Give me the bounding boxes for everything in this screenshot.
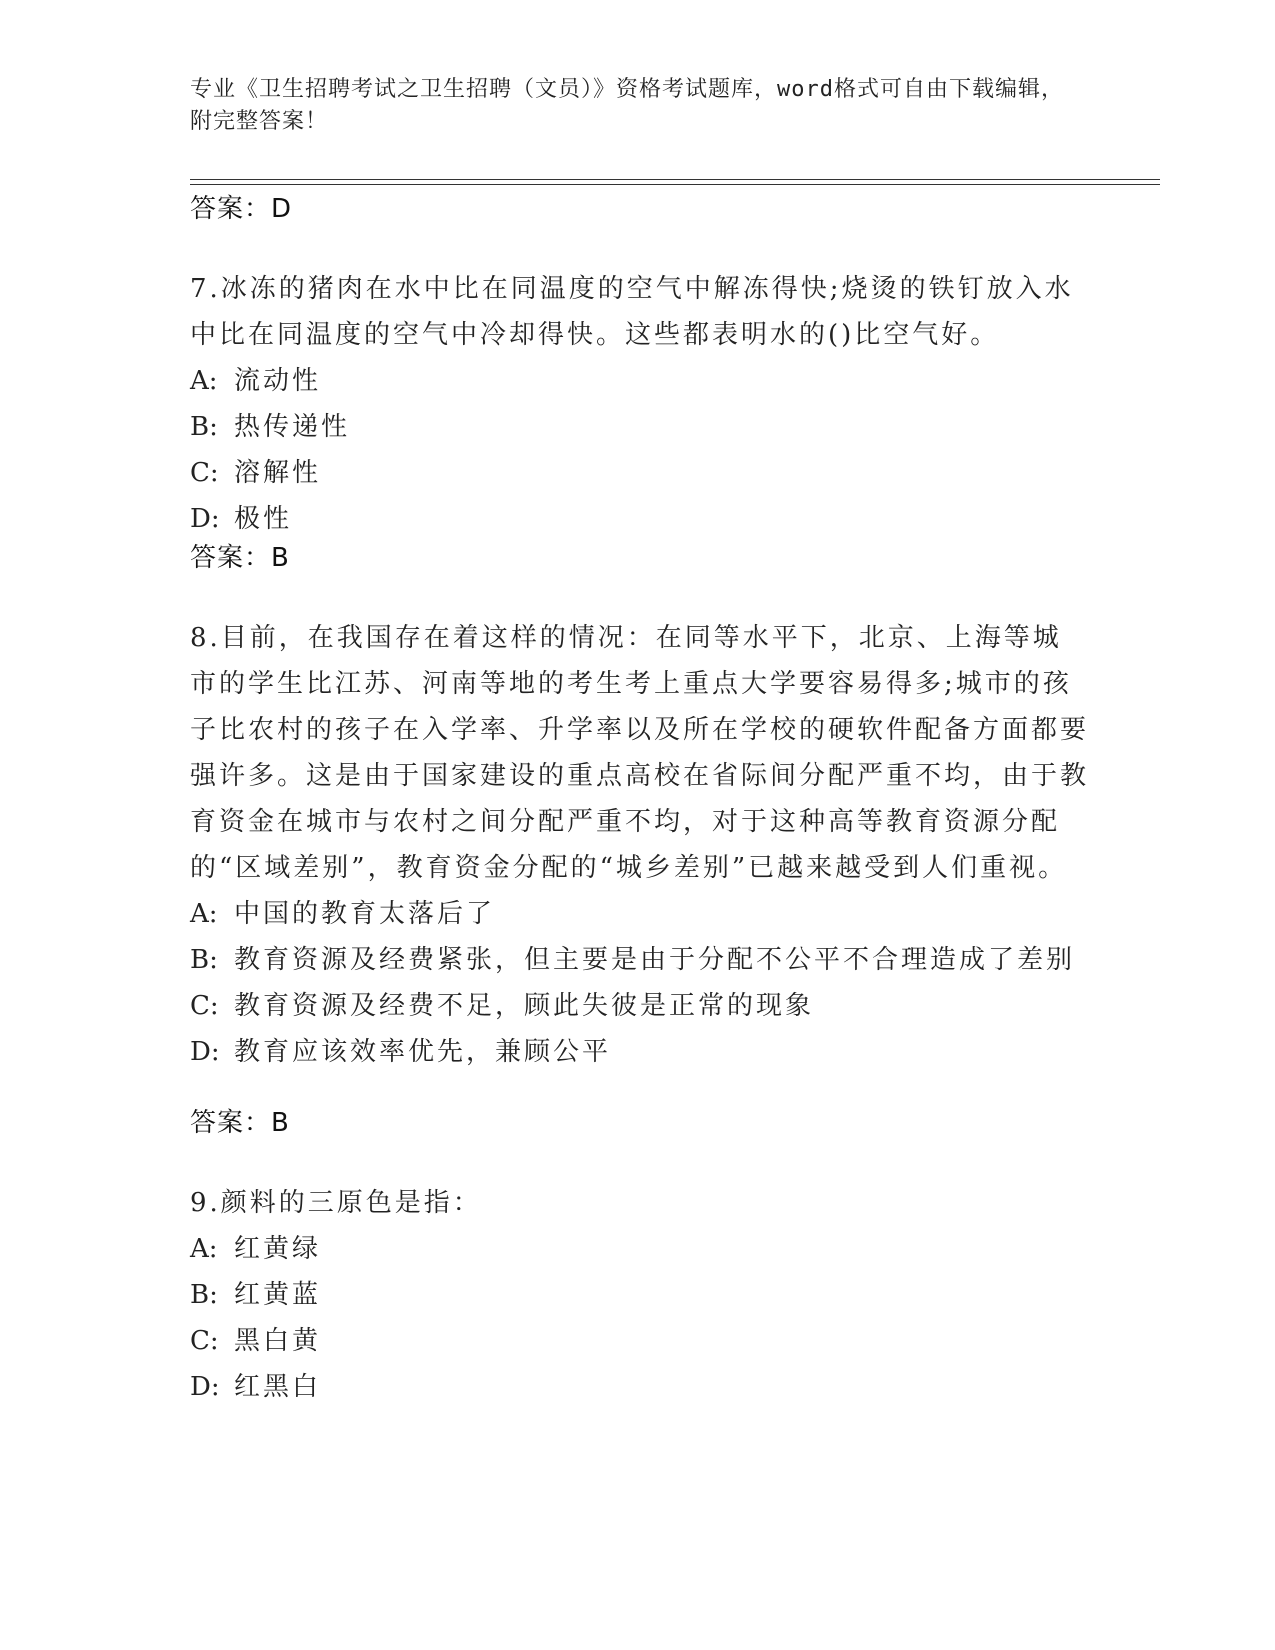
option-b (190, 1272, 1090, 1318)
option-key: A: (190, 1234, 218, 1264)
option-key: A: (190, 899, 218, 929)
option-text: 红黄绿 (234, 1234, 322, 1264)
option-key: A: (190, 366, 218, 396)
option-key: B: (190, 412, 218, 442)
option-text: 教育资源及经费不足，顾此失彼是正常的现象 (234, 991, 815, 1021)
option-key: C: (190, 991, 219, 1021)
header-divider-bottom (190, 184, 1160, 185)
document-header: 专业《卫生招聘考试之卫生招聘（文员）》资格考试题库，word格式可自由下载编辑，附完整答案！ (190, 77, 1064, 134)
question-7 (190, 266, 1090, 542)
option-key: B: (190, 945, 218, 975)
option-c (190, 1318, 1090, 1364)
option-b (190, 404, 1090, 450)
option-text: 中国的教育太落后了 (234, 899, 496, 929)
answer-8: 答案：B (190, 1108, 290, 1138)
option-key: C: (190, 458, 219, 488)
question-stem: 9.颜料的三原色是指： (190, 1188, 482, 1218)
question-stem: 8.目前，在我国存在着这样的情况：在同等水平下，北京、上海等城市的学生比江苏、河南等地的考生考上重点大学要容易得多;城市的孩子比农村的孩子在入学率、升学率以及所在学校的硬软件配备方面都要强许多。这是由于国家建设的重点高校在省际间分配严重不均，由于教育资金在城市与农村之间分配严重不均，对于这种高等教育资源分配的“区域差别”，教育资金分配的“城乡差别”已越来越受到人们重视。 (190, 623, 1090, 883)
option-a (190, 1226, 1090, 1272)
question-9 (190, 1180, 1090, 1410)
option-text: 黑白黄 (234, 1326, 322, 1356)
option-text: 溶解性 (234, 458, 322, 488)
option-text: 红黑白 (234, 1372, 322, 1402)
option-text: 教育资源及经费紧张，但主要是由于分配不公平不合理造成了差别 (234, 945, 1076, 975)
option-key: B: (190, 1280, 218, 1310)
answer-previous: 答案：D (190, 194, 293, 224)
option-text: 热传递性 (234, 412, 351, 442)
question-8 (190, 615, 1090, 1075)
option-text: 红黄蓝 (234, 1280, 322, 1310)
option-a (190, 358, 1090, 404)
option-key: D: (190, 504, 220, 534)
option-text: 教育应该效率优先，兼顾公平 (234, 1037, 612, 1067)
option-b (190, 937, 1090, 983)
option-d (190, 496, 1090, 542)
option-text: 极性 (234, 504, 293, 534)
option-c (190, 983, 1090, 1029)
option-text: 流动性 (234, 366, 322, 396)
option-d (190, 1029, 1090, 1075)
option-key: D: (190, 1037, 220, 1067)
option-c (190, 450, 1090, 496)
question-stem: 7.冰冻的猪肉在水中比在同温度的空气中解冻得快;烧烫的铁钉放入水中比在同温度的空气中冷却得快。这些都表明水的()比空气好。 (190, 274, 1074, 350)
answer-7: 答案：B (190, 543, 290, 573)
option-a (190, 891, 1090, 937)
option-key: C: (190, 1326, 219, 1356)
option-key: D: (190, 1372, 220, 1402)
option-d (190, 1364, 1090, 1410)
header-divider-top (190, 179, 1160, 180)
